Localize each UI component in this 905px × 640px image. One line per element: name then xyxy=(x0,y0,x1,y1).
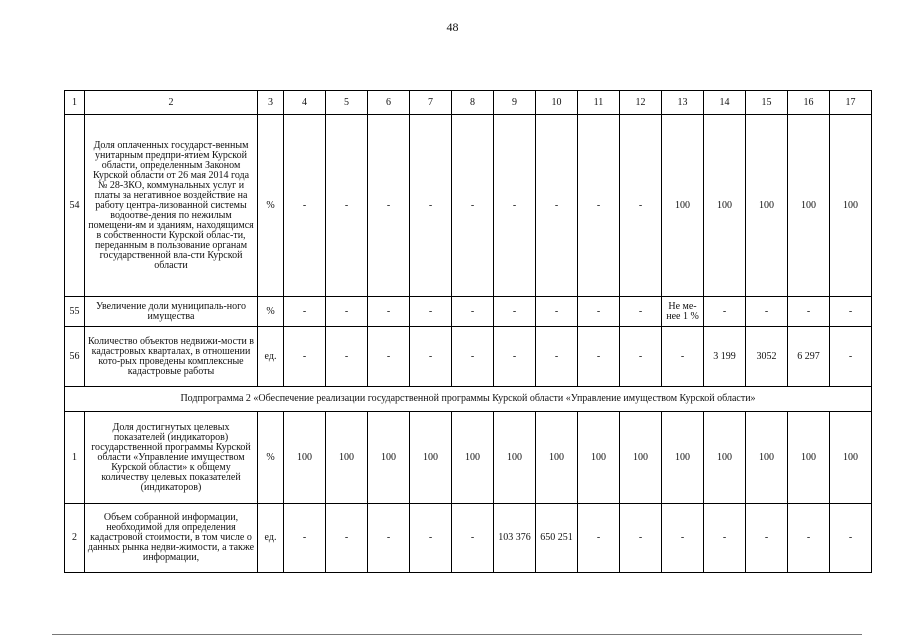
value-cell: - xyxy=(326,115,368,297)
value-cell: - xyxy=(578,297,620,327)
col-header: 15 xyxy=(746,91,788,115)
column-number-row xyxy=(65,91,872,115)
value-cell: - xyxy=(578,327,620,387)
value-cell: - xyxy=(452,327,494,387)
value-cell: - xyxy=(326,504,368,573)
value-cell: - xyxy=(704,297,746,327)
value-cell: - xyxy=(284,327,326,387)
value-cell: - xyxy=(368,327,410,387)
value-cell: 100 xyxy=(620,412,662,504)
value-cell: 100 xyxy=(326,412,368,504)
indicator-name: Доля оплаченных государст-венным унитарным предпри-ятием Курской области, определенным Законом Курской области от 26 мая 2014 года № 28-ЗКО, коммунальных услуг и платы за негативное воздействие на работу центра-лизованной системы водоотве-дения по нежилым помещени-ям и зданиям, находящимся в собственности Курской облас-ти, переданным в пользование органам государственной вла-сти Курской области xyxy=(85,115,258,297)
value-cell: - xyxy=(788,504,830,573)
value-cell: - xyxy=(662,504,704,573)
value-cell: - xyxy=(368,297,410,327)
value-cell: - xyxy=(284,297,326,327)
value-cell: - xyxy=(536,327,578,387)
unit-cell: % xyxy=(258,412,284,504)
value-cell: - xyxy=(410,504,452,573)
value-cell: 100 xyxy=(662,412,704,504)
indicators-table xyxy=(64,90,872,573)
unit-cell: % xyxy=(258,297,284,327)
value-cell: 100 xyxy=(536,412,578,504)
value-cell: - xyxy=(788,297,830,327)
value-cell: - xyxy=(368,504,410,573)
indicator-name: Доля достигнутых целевых показателей (индикаторов) государственной программы Курской области «Управление имуществом Курской области» к общему количеству целевых показателей (индикаторов) xyxy=(85,412,258,504)
col-header: 6 xyxy=(368,91,410,115)
value-cell: - xyxy=(326,297,368,327)
col-header: 9 xyxy=(494,91,536,115)
value-cell: 100 xyxy=(830,412,872,504)
col-header: 10 xyxy=(536,91,578,115)
value-cell: - xyxy=(536,115,578,297)
col-header: 7 xyxy=(410,91,452,115)
value-cell: - xyxy=(746,504,788,573)
value-cell: 100 xyxy=(788,412,830,504)
unit-cell: ед. xyxy=(258,504,284,573)
indicator-name: Увеличение доли муниципаль-ного имущества xyxy=(85,297,258,327)
value-cell: 100 xyxy=(704,115,746,297)
value-cell: 100 xyxy=(704,412,746,504)
col-header: 13 xyxy=(662,91,704,115)
value-cell: - xyxy=(452,297,494,327)
value-cell: - xyxy=(620,115,662,297)
value-cell: 100 xyxy=(662,115,704,297)
unit-cell: % xyxy=(258,115,284,297)
page-number: 48 xyxy=(446,20,459,34)
table-row xyxy=(65,115,872,297)
value-cell: 6 297 xyxy=(788,327,830,387)
row-number: 2 xyxy=(65,504,85,573)
value-cell: 100 xyxy=(284,412,326,504)
table-row xyxy=(65,297,872,327)
value-cell: - xyxy=(536,297,578,327)
col-header: 17 xyxy=(830,91,872,115)
value-cell: 100 xyxy=(452,412,494,504)
table-row xyxy=(65,504,872,573)
col-header: 2 xyxy=(85,91,258,115)
subprogram-title: Подпрограмма 2 «Обеспечение реализации государственной программы Курской области «Управление имуществом Курской области» xyxy=(65,387,872,412)
value-cell: - xyxy=(830,297,872,327)
subprogram-row xyxy=(65,387,872,412)
value-cell: - xyxy=(704,504,746,573)
value-cell: - xyxy=(578,115,620,297)
value-cell: - xyxy=(620,297,662,327)
value-cell: 100 xyxy=(410,412,452,504)
value-cell: - xyxy=(410,297,452,327)
value-cell: 100 xyxy=(746,412,788,504)
value-cell: - xyxy=(326,327,368,387)
value-cell: - xyxy=(620,327,662,387)
col-header: 5 xyxy=(326,91,368,115)
row-number: 55 xyxy=(65,297,85,327)
value-cell: - xyxy=(578,504,620,573)
col-header: 12 xyxy=(620,91,662,115)
col-header: 11 xyxy=(578,91,620,115)
value-cell: - xyxy=(494,327,536,387)
value-cell: - xyxy=(284,115,326,297)
table-row xyxy=(65,327,872,387)
value-cell: - xyxy=(410,327,452,387)
value-cell: 100 xyxy=(368,412,410,504)
value-cell: - xyxy=(368,115,410,297)
indicator-name: Количество объектов недвижи-мости в кадастровых кварталах, в отношении кото-рых проведены комплексные кадастровые работы xyxy=(85,327,258,387)
value-cell: - xyxy=(284,504,326,573)
value-cell: 100 xyxy=(788,115,830,297)
value-cell: - xyxy=(830,504,872,573)
indicator-name: Объем собранной информации, необходимой для определения кадастровой стоимости, в том числе о данных рынка недви-жимости, а также информации, xyxy=(85,504,258,573)
row-number: 56 xyxy=(65,327,85,387)
value-cell: Не ме-нее 1 % xyxy=(662,297,704,327)
value-cell: 100 xyxy=(746,115,788,297)
row-number: 54 xyxy=(65,115,85,297)
col-header: 3 xyxy=(258,91,284,115)
value-cell: - xyxy=(410,115,452,297)
value-cell: - xyxy=(452,115,494,297)
value-cell: 103 376 xyxy=(494,504,536,573)
value-cell: 650 251 xyxy=(536,504,578,573)
row-number: 1 xyxy=(65,412,85,504)
value-cell: - xyxy=(746,297,788,327)
value-cell: - xyxy=(452,504,494,573)
col-header: 4 xyxy=(284,91,326,115)
value-cell: 3052 xyxy=(746,327,788,387)
col-header: 14 xyxy=(704,91,746,115)
value-cell: - xyxy=(494,115,536,297)
bottom-rule xyxy=(52,634,862,635)
value-cell: - xyxy=(494,297,536,327)
value-cell: - xyxy=(830,327,872,387)
unit-cell: ед. xyxy=(258,327,284,387)
value-cell: - xyxy=(662,327,704,387)
col-header: 16 xyxy=(788,91,830,115)
value-cell: 100 xyxy=(578,412,620,504)
value-cell: 3 199 xyxy=(704,327,746,387)
col-header: 8 xyxy=(452,91,494,115)
table-row xyxy=(65,412,872,504)
value-cell: - xyxy=(620,504,662,573)
value-cell: 100 xyxy=(830,115,872,297)
col-header: 1 xyxy=(65,91,85,115)
value-cell: 100 xyxy=(494,412,536,504)
